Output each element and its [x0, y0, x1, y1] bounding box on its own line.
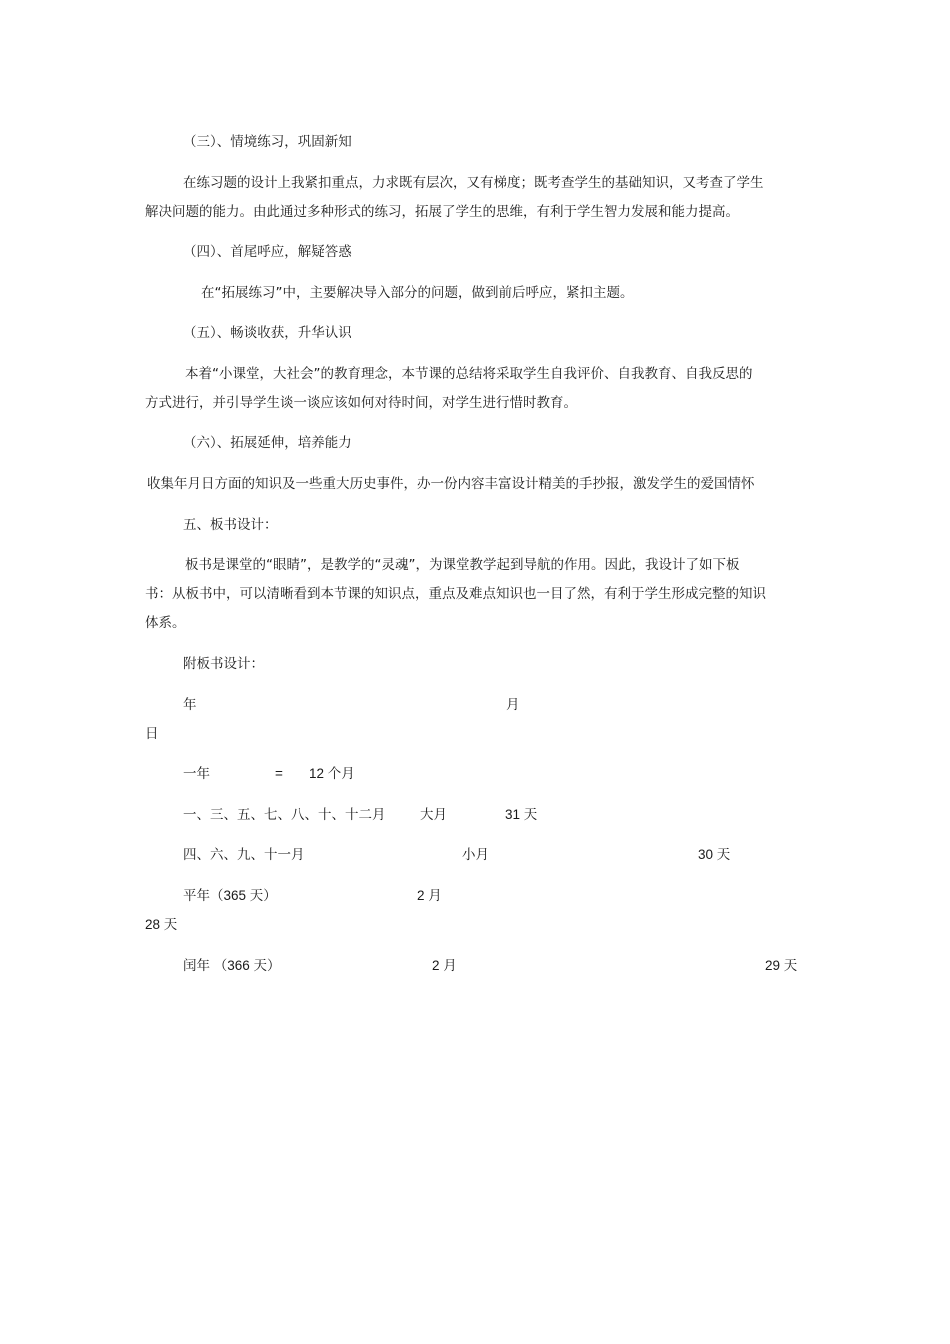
board-row2-right: 31 天 [505, 807, 538, 822]
section-5-paragraph-line-2: 方式进行，并引导学生谈一谈应该如何对待时间，对学生进行惜时教育。 [145, 395, 577, 411]
section-4-paragraph: 在“拓展练习”中，主要解决导入部分的问题，做到前后呼应，紧扣主题。 [201, 285, 634, 301]
board-row3-right: 30 天 [698, 847, 731, 862]
board-title-month: 月 [506, 697, 520, 713]
board-row3-mid: 小月 [462, 847, 489, 863]
board-row4-right: 28 天 [145, 917, 178, 932]
board-title-year: 年 [183, 697, 197, 713]
board-row2-left: 一、三、五、七、八、十、十二月 [183, 807, 386, 823]
board-row1-right: 12 个月 [309, 766, 355, 781]
section-4-heading: （四）、首尾呼应，解疑答惑 [183, 244, 352, 260]
board-title-day: 日 [145, 726, 159, 742]
board-row5-right: 29 天 [765, 958, 798, 973]
board-row1-left: 一年 [183, 766, 210, 782]
board-paragraph-line-1: 板书是课堂的“眼睛”，是教学的“灵魂”，为课堂教学起到导航的作用。因此，我设计了如下板 [185, 557, 740, 573]
board-attach-label: 附板书设计： [183, 656, 264, 672]
section-6-heading: （六）、拓展延伸，培养能力 [183, 435, 352, 451]
board-row5-mid: 2 月 [432, 958, 457, 973]
section-3-paragraph-line-2: 解决问题的能力。由此通过多种形式的练习，拓展了学生的思维，有利于学生智力发展和能力提高。 [145, 204, 739, 220]
board-design-heading: 五、板书设计： [183, 517, 278, 533]
section-3-paragraph-line-1: 在练习题的设计上我紧扣重点，力求既有层次，又有梯度；既考查学生的基础知识，又考查了学生 [183, 175, 764, 191]
section-6-paragraph: 收集年月日方面的知识及一些重大历史事件，办一份内容丰富设计精美的手抄报，激发学生的爱国情怀 [147, 476, 755, 492]
board-row1-equals: = [275, 766, 283, 781]
section-5-paragraph-line-1: 本着“小课堂，大社会”的教育理念，本节课的总结将采取学生自我评价、自我教育、自我反思的 [185, 366, 753, 382]
board-row4-mid: 2 月 [417, 888, 442, 903]
board-paragraph-line-3: 体系。 [145, 615, 186, 631]
board-row5-left: 闰年 （366 天） [183, 958, 281, 973]
section-5-heading: （五）、畅谈收获，升华认识 [183, 325, 352, 341]
board-row4-left: 平年（365 天） [183, 888, 277, 903]
board-row3-left: 四、六、九、十一月 [183, 847, 305, 863]
section-3-heading: （三）、情境练习，巩固新知 [183, 134, 352, 150]
board-paragraph-line-2: 书：从板书中，可以清晰看到本节课的知识点，重点及难点知识也一目了然，有利于学生形成完整的知识 [145, 586, 766, 602]
board-row2-mid: 大月 [420, 807, 447, 823]
